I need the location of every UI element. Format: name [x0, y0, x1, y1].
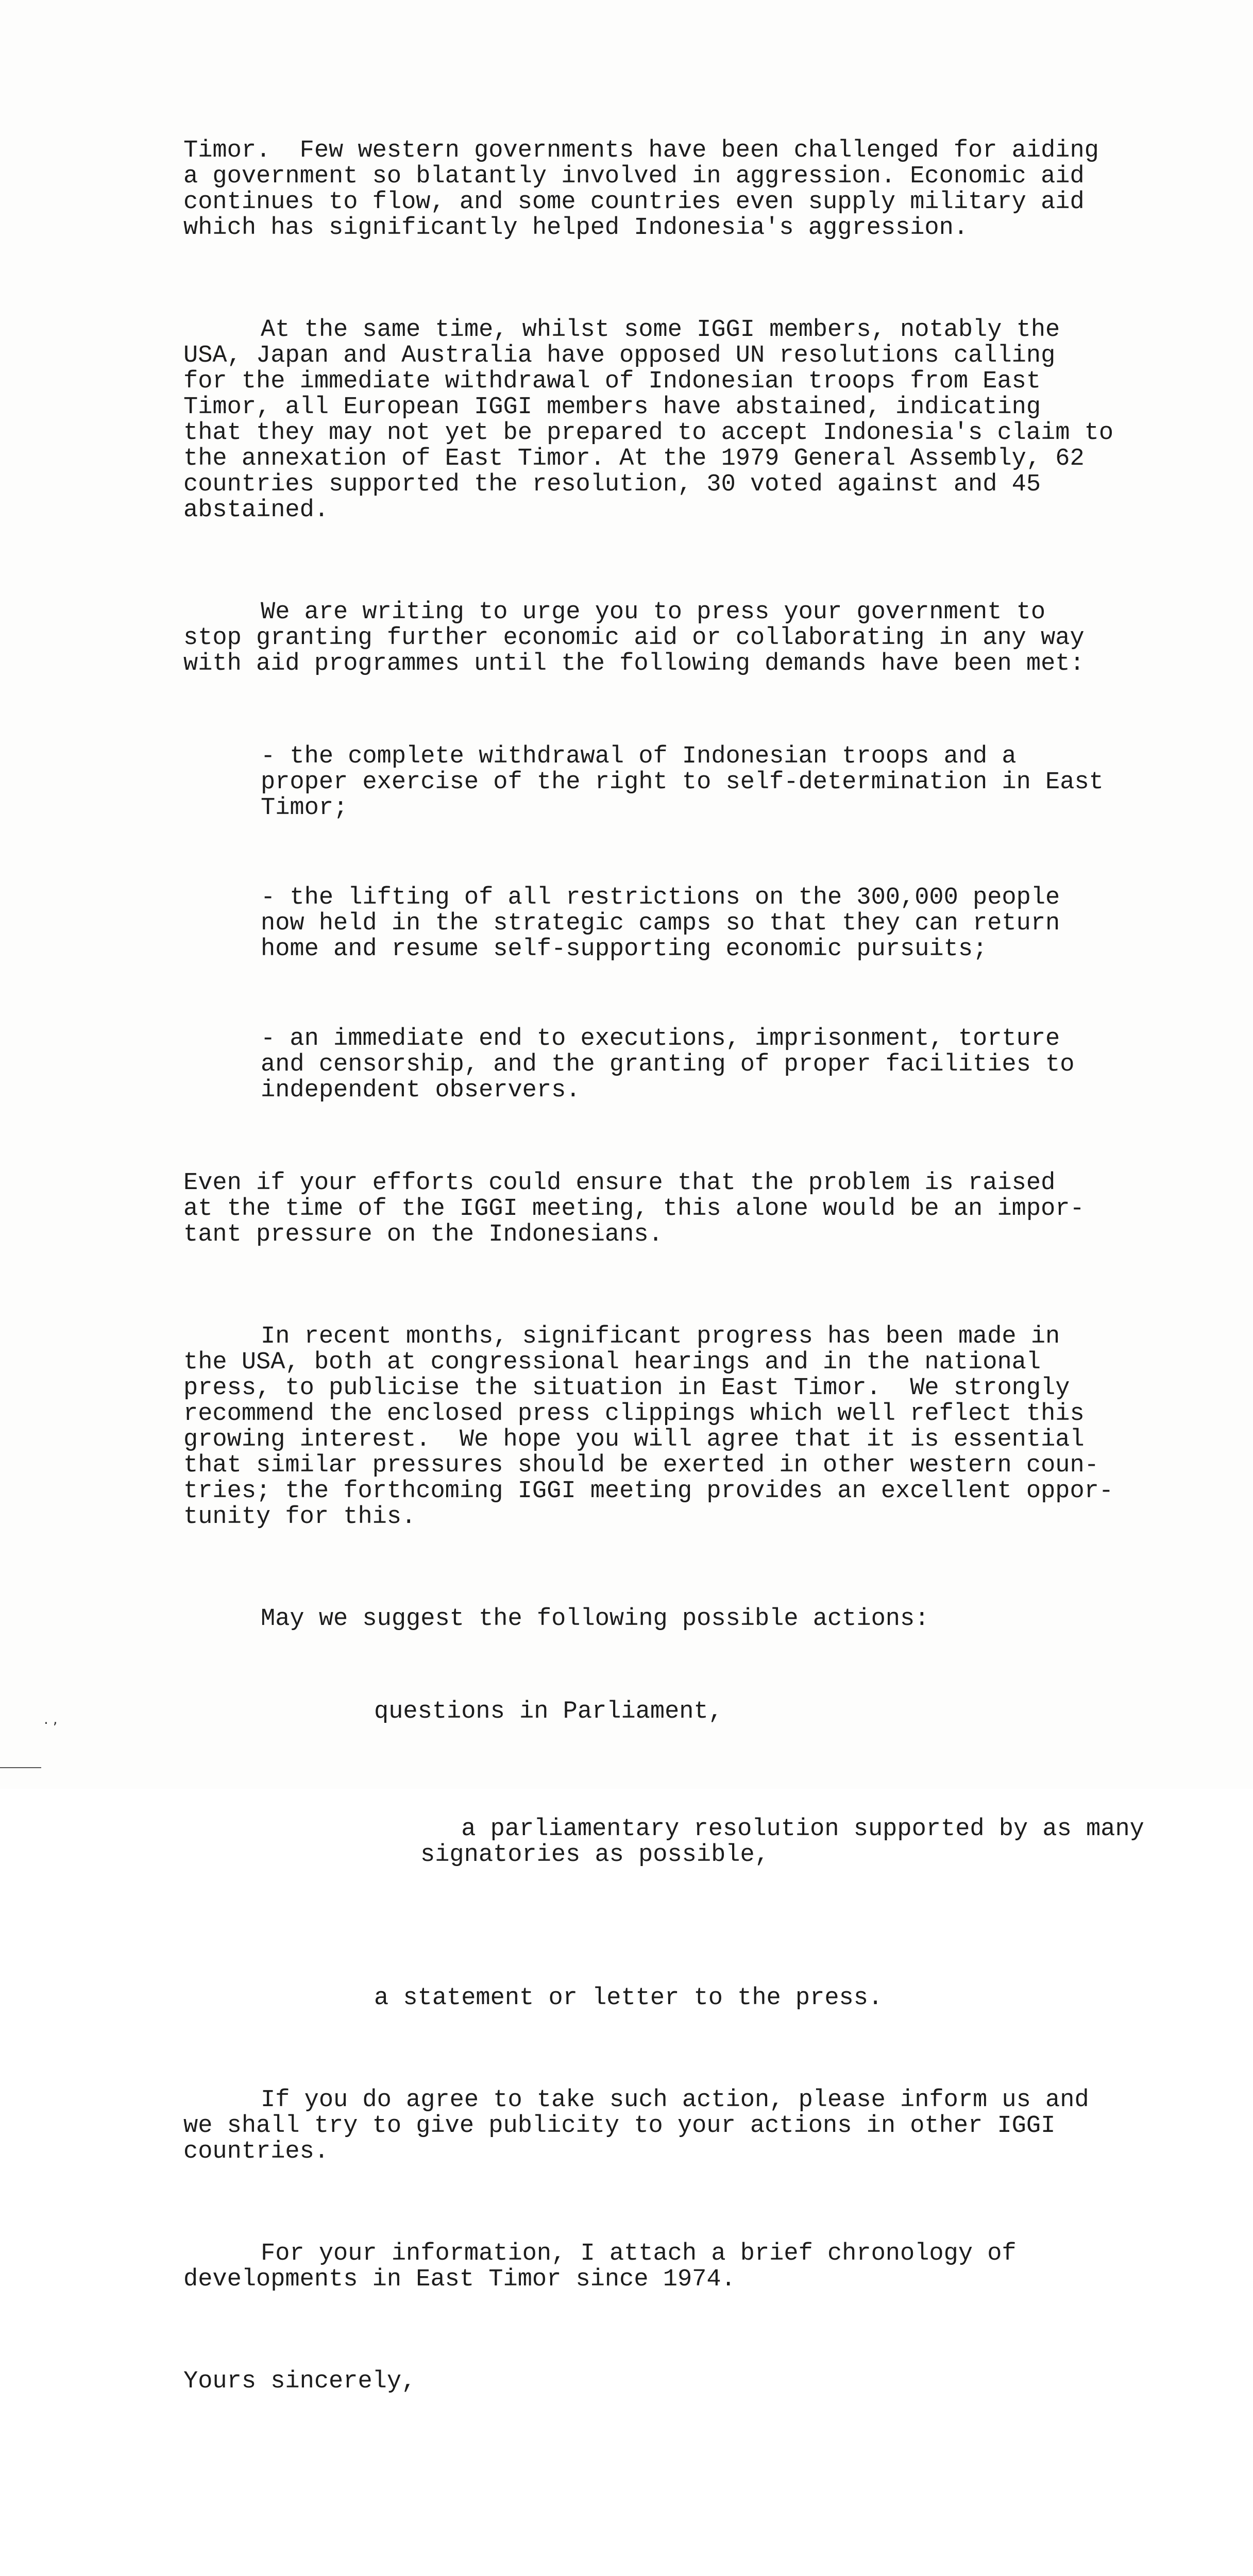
- paragraph-usa-progress: In recent months, significant progress has been made in the USA, both at congressional hearings and in the national press, to publicise the situation in East Timor. We strongly recommend the enclosed press clippings which well reflect this growing interest. We hope you will agree that it is essential that similar pressures should be exerted in other western coun- tries; the forthcoming IGGI meeting provides an excellent oppor- tunity for this.: [183, 1323, 1114, 1531]
- demand-lift-restrictions: - the lifting of all restrictions on the 300,000 people now held in the strategic camps so that they can return home and resume self-supporting economic pursuits;: [261, 884, 1060, 963]
- paragraph-urge-government: We are writing to urge you to press your government to stop granting further economic aid or collaborating in any way with aid programmes until the following demands have been met:: [183, 599, 1085, 677]
- signature-space: [183, 2471, 1214, 2548]
- demand-withdrawal: - the complete withdrawal of Indonesian troops and a proper exercise of the right to self-determination in East Timor;: [261, 743, 1104, 822]
- edge-rule: [0, 1767, 41, 1768]
- action-resolution-line1: a parliamentary resolution supported by as many: [461, 1816, 1144, 1843]
- paragraph-aid-criticism: Timor. Few western governments have been challenged for aiding a government so blatantly involved in aggression. Economic aid continues to flow, and some countries even supply military aid which has significantly helped Indonesia's aggression.: [183, 137, 1099, 242]
- action-resolution-line2: signatories as possible,: [420, 1841, 769, 1869]
- paragraph-suggest-actions: May we suggest the following possible actions:: [261, 1605, 929, 1633]
- paragraph-iggi-meeting: Even if your efforts could ensure that the problem is raised at the time of the IGGI meeting, this alone would be an impor- tant pressure on the Indonesians.: [183, 1170, 1085, 1248]
- paragraph-chronology: For your information, I attach a brief chronology of developments in East Timor since 1974.: [183, 2240, 1017, 2293]
- letter-body: [183, 87, 1214, 2576]
- paragraph-inform-us: If you do agree to take such action, please inform us and we shall try to give publicity to your actions in other IGGI countries.: [183, 2087, 1089, 2165]
- closing-salutation: Yours sincerely,: [183, 2368, 416, 2395]
- action-parliamentary-resolution: [183, 1791, 1214, 1920]
- demand-end-executions: - an immediate end to executions, imprisonment, torture and censorship, and the granting of proper facilities to independent observers.: [261, 1025, 1075, 1104]
- footer-mark: . ,: [44, 1710, 58, 1727]
- action-questions-parliament: questions in Parliament,: [374, 1698, 723, 1725]
- paragraph-un-votes: At the same time, whilst some IGGI members, notably the USA, Japan and Australia have opposed UN resolutions calling for the immediate withdrawal of Indonesian troops from East Timor, all European IGGI members have abstained, indicating that they may not yet be prepared to accept Indonesia's claim to the annexation of East Timor. At the 1979 General Assembly, 62 countries supported the resolution, 30 voted against and 45 abstained.: [183, 316, 1114, 524]
- action-press-statement: a statement or letter to the press.: [374, 1985, 883, 2012]
